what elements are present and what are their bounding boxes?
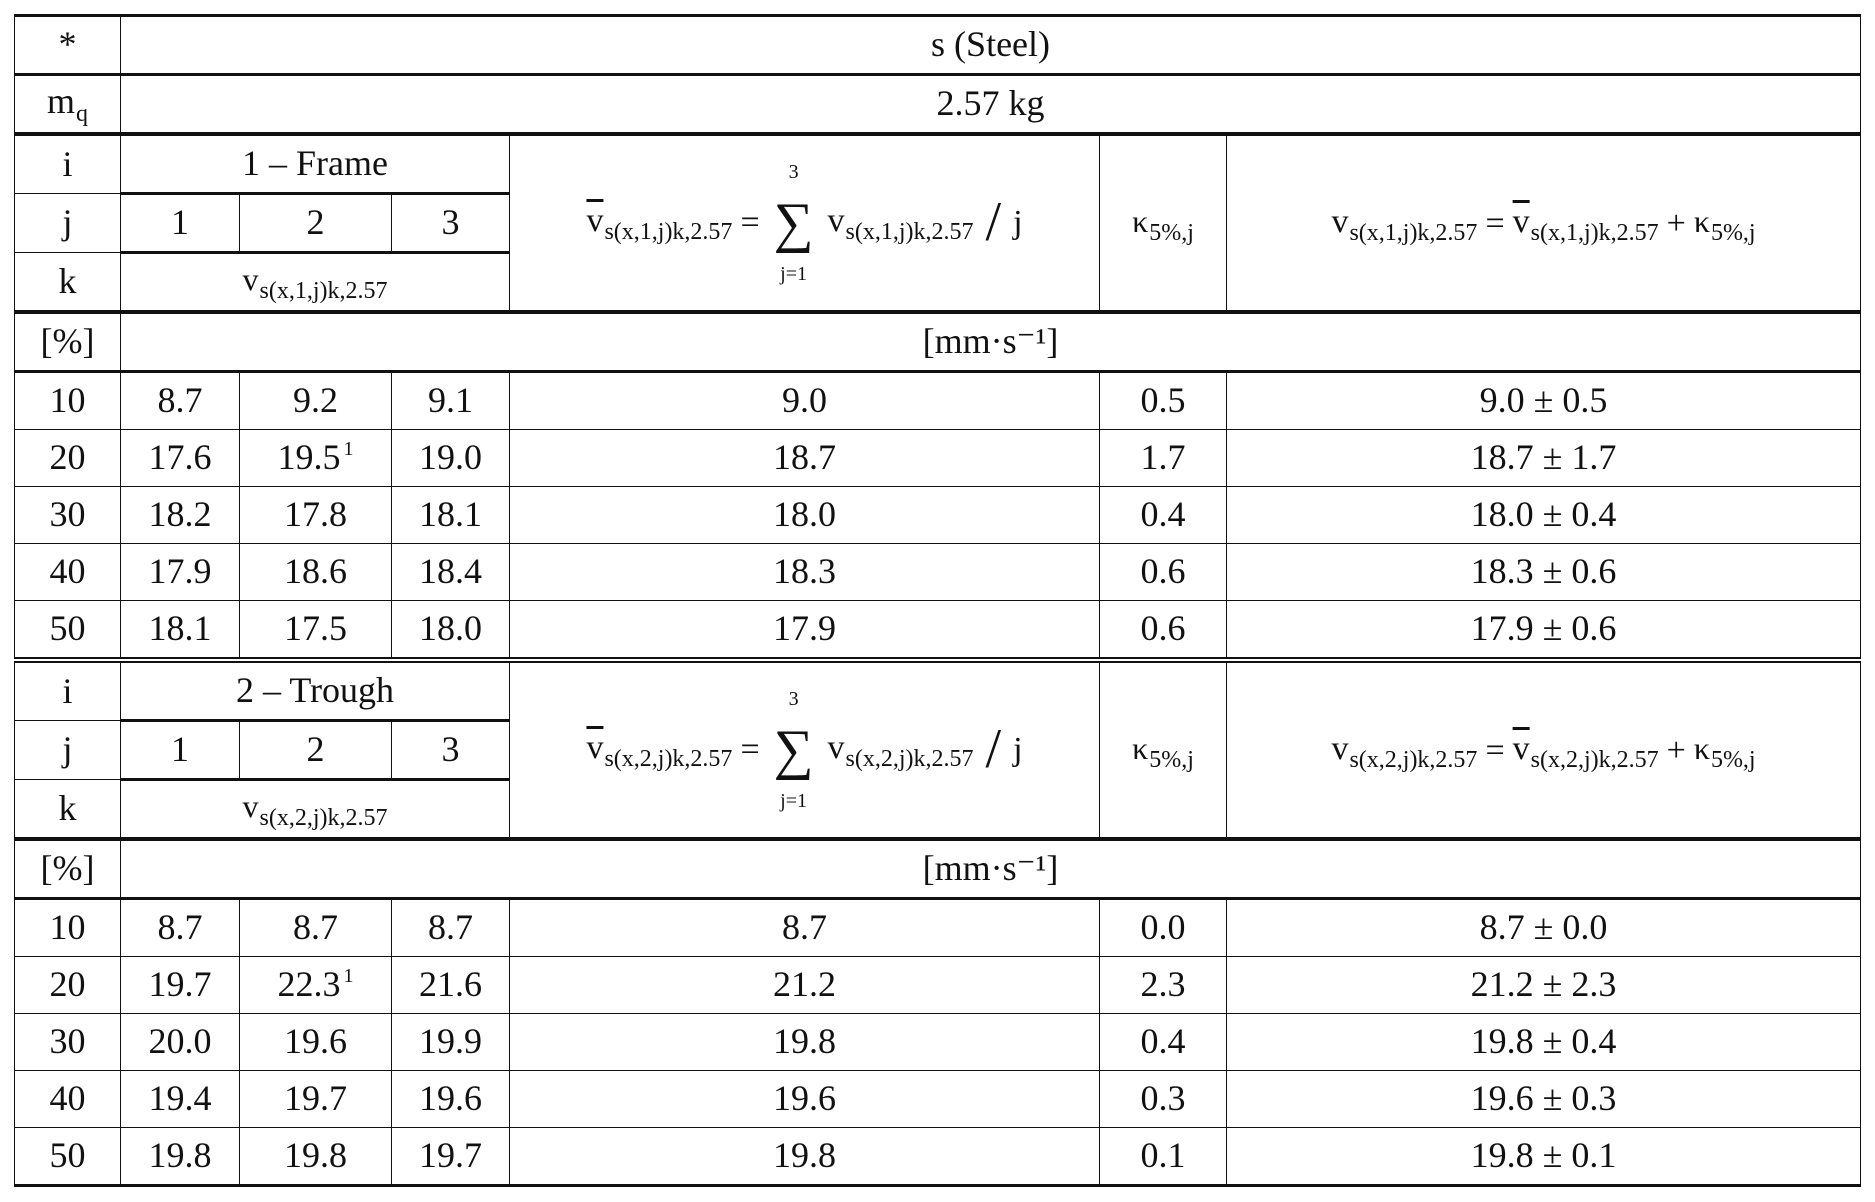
k-value-cell: 20 (15, 430, 121, 487)
v-value: 19.4 (148, 1078, 212, 1119)
v-label-cell (121, 253, 510, 313)
slash: / (985, 718, 1002, 781)
v-bar-symbol (1513, 203, 1659, 245)
v-letter: v (242, 260, 259, 297)
v-symbol (828, 729, 974, 771)
mean-formula-cell (510, 660, 1100, 839)
material-cell: s (Steel) (121, 16, 1861, 75)
slash: / (985, 191, 1002, 254)
v-value-cell (240, 1014, 392, 1071)
v-bar-symbol (586, 729, 732, 771)
percent-label-cell: [%] (15, 312, 121, 372)
k-value-cell: 30 (15, 487, 121, 544)
table-row (15, 1128, 1861, 1186)
v-value: 17.5 (284, 608, 347, 649)
table-row (15, 487, 1861, 544)
kappa-symbol: κ (1132, 730, 1149, 766)
sigma-icon: ∑ (773, 192, 814, 254)
kappa-value-cell: 0.4 (1100, 487, 1227, 544)
v-value-cell (121, 430, 240, 487)
kappa-header-cell (1100, 134, 1227, 312)
kappa-value-cell: 0.6 (1100, 544, 1227, 601)
material-row (15, 16, 1861, 75)
kappa-value-cell: 2.3 (1100, 957, 1227, 1014)
result-value-cell: 8.7 ± 0.0 (1227, 899, 1861, 957)
j-header-cell: 3 (392, 194, 510, 253)
v-value-cell (240, 430, 392, 487)
v-value-cell (392, 430, 510, 487)
v-value: 21.6 (419, 964, 482, 1005)
steel-velocity-table (14, 14, 1861, 1187)
v-value-cell (392, 544, 510, 601)
sum-operator (774, 160, 814, 286)
table-row (15, 957, 1861, 1014)
k-value-cell: 40 (15, 1071, 121, 1128)
v-value-cell (240, 601, 392, 661)
kappa-value-cell: 0.1 (1100, 1128, 1227, 1186)
j-header-cell: 1 (121, 721, 240, 780)
j-header-cell: 3 (392, 721, 510, 780)
result-value-cell: 18.0 ± 0.4 (1227, 487, 1861, 544)
v-value-cell (121, 544, 240, 601)
k-value-cell: 50 (15, 601, 121, 661)
v-value: 19.8 (148, 1135, 212, 1176)
kappa-term (1694, 730, 1756, 772)
table-row (15, 601, 1861, 661)
v-value: 8.7 (293, 907, 338, 948)
unit-cell: [mm·s⁻¹] (121, 312, 1861, 372)
kappa-value-cell: 0.0 (1100, 899, 1227, 957)
mean-value-cell: 8.7 (510, 899, 1100, 957)
v-letter: v (827, 729, 845, 766)
v-value: 17.9 (148, 551, 212, 592)
v-letter: $\overline{v}$ (1512, 203, 1530, 240)
v-value-cell (240, 544, 392, 601)
equals-sign: = (1485, 732, 1505, 770)
v-subscript: s(x,2,j)k,2.57 (845, 746, 974, 772)
result-value-cell: 18.3 ± 0.6 (1227, 544, 1861, 601)
block-name-cell: 2 – Trough (121, 660, 510, 721)
v-subscript: s(x,1,j)k,2.57 (1349, 220, 1478, 246)
sum-operator (774, 687, 814, 813)
divisor: j (1013, 204, 1023, 242)
v-value-cell (392, 372, 510, 430)
kappa-header-cell (1100, 660, 1227, 839)
v-subscript: s(x,1,j)k,2.57 (845, 219, 974, 245)
mass-label: m (46, 81, 75, 121)
v-value: 19.7 (419, 1135, 482, 1176)
mean-value-cell: 18.0 (510, 487, 1100, 544)
v-subscript: s(x,2,j)k,2.57 (1349, 747, 1478, 773)
v-value: 9.1 (428, 380, 473, 421)
k-value-cell: 40 (15, 544, 121, 601)
equals-sign: = (740, 731, 760, 769)
v-value: 17.6 (148, 437, 212, 478)
v-value: 18.0 (419, 608, 482, 649)
k-value-cell: 10 (15, 899, 121, 957)
k-value-cell: 20 (15, 957, 121, 1014)
v-value: 18.2 (148, 494, 212, 535)
kappa-sub: 5%,j (1149, 220, 1194, 246)
v-value-cell (121, 1128, 240, 1186)
v-symbol (242, 787, 388, 831)
block-i-row (15, 134, 1861, 194)
divisor: j (1013, 731, 1023, 769)
v-value-cell (121, 601, 240, 661)
mean-value-cell: 19.8 (510, 1014, 1100, 1071)
v-value: 19.5 (277, 437, 341, 478)
v-value: 8.7 (428, 907, 473, 948)
v-symbol (828, 202, 974, 244)
v-value-cell (240, 1128, 392, 1186)
mass-value-cell: 2.57 kg (121, 75, 1861, 135)
mean-value-cell: 17.9 (510, 601, 1100, 661)
footnote-mark: 1 (343, 965, 354, 988)
sum-lower: j=1 (780, 263, 807, 285)
v-value-cell (121, 957, 240, 1014)
table-row (15, 899, 1861, 957)
result-value-cell: 19.6 ± 0.3 (1227, 1071, 1861, 1128)
v-letter: $\overline{v}$ (586, 202, 604, 239)
table-row (15, 372, 1861, 430)
v-value-cell (392, 601, 510, 661)
v-subscript: s(x,1,j)k,2.57 (604, 219, 733, 245)
v-symbol (242, 260, 388, 304)
plus-sign: + (1666, 205, 1686, 243)
v-subscript: s(x,2,j)k,2.57 (259, 804, 388, 831)
v-value-cell (392, 899, 510, 957)
star-cell: * (15, 16, 121, 75)
v-value-cell (392, 1014, 510, 1071)
table-row (15, 1014, 1861, 1071)
v-bar-symbol (1513, 730, 1659, 772)
j-header-cell: 2 (240, 721, 392, 780)
table-row (15, 544, 1861, 601)
v-label-cell (121, 780, 510, 840)
k-value-cell: 50 (15, 1128, 121, 1186)
mean-value-cell: 19.8 (510, 1128, 1100, 1186)
kappa-value-cell: 0.5 (1100, 372, 1227, 430)
v-value: 9.2 (293, 380, 338, 421)
mean-value-cell: 18.3 (510, 544, 1100, 601)
block-name-cell: 1 – Frame (121, 134, 510, 194)
v-value-cell (240, 899, 392, 957)
v-value: 18.6 (284, 551, 347, 592)
v-value: 19.7 (148, 964, 212, 1005)
kappa-sub: 5%,j (1710, 220, 1756, 246)
kappa-symbol: κ (1693, 203, 1710, 239)
v-value: 20.0 (148, 1021, 212, 1062)
result-value-cell: 19.8 ± 0.4 (1227, 1014, 1861, 1071)
v-subscript: s(x,1,j)k,2.57 (1530, 220, 1659, 246)
v-value: 8.7 (157, 907, 203, 948)
kappa-value-cell: 0.4 (1100, 1014, 1227, 1071)
v-letter: $\overline{v}$ (586, 729, 604, 766)
v-bar-symbol (586, 202, 732, 244)
v-letter: v (1331, 203, 1349, 240)
i-label-cell: i (15, 134, 121, 194)
units-row (15, 839, 1861, 899)
kappa-symbol: κ (1132, 203, 1149, 239)
units-row (15, 312, 1861, 372)
v-value-cell (121, 1014, 240, 1071)
table-row (15, 1071, 1861, 1128)
v-value: 8.7 (157, 380, 203, 421)
v-value-cell (121, 372, 240, 430)
mean-formula (586, 687, 1022, 813)
result-formula-cell (1227, 660, 1861, 839)
kappa-value-cell: 1.7 (1100, 430, 1227, 487)
v-value-cell (392, 957, 510, 1014)
v-letter: v (1331, 730, 1349, 767)
footnote-mark: 1 (343, 438, 354, 461)
mean-formula (586, 160, 1022, 286)
equals-sign: = (1485, 205, 1505, 243)
v-value-cell (240, 957, 392, 1014)
mean-value-cell: 9.0 (510, 372, 1100, 430)
kappa-sub: 5%,j (1710, 747, 1756, 773)
j-label-cell: j (15, 194, 121, 253)
k-label-cell: k (15, 780, 121, 840)
result-formula (1331, 730, 1755, 772)
v-value-cell (240, 487, 392, 544)
v-value: 19.8 (284, 1135, 347, 1176)
j-label-cell: j (15, 721, 121, 780)
table-row (15, 430, 1861, 487)
v-value: 19.9 (419, 1021, 482, 1062)
v-symbol (1331, 730, 1477, 772)
sum-upper: 3 (788, 688, 799, 710)
j-header-cell: 2 (240, 194, 392, 253)
result-value-cell: 17.9 ± 0.6 (1227, 601, 1861, 661)
v-value-cell (392, 1071, 510, 1128)
result-formula-cell (1227, 134, 1861, 312)
kappa-value-cell: 0.3 (1100, 1071, 1227, 1128)
plus-sign: + (1666, 732, 1686, 770)
sum-upper: 3 (788, 161, 799, 183)
v-value: 19.6 (419, 1078, 482, 1119)
kappa-value-cell: 0.6 (1100, 601, 1227, 661)
k-label-cell: k (15, 253, 121, 313)
mass-row (15, 75, 1861, 135)
v-value-cell (392, 1128, 510, 1186)
k-value-cell: 30 (15, 1014, 121, 1071)
mass-sub: q (76, 101, 88, 127)
i-label-cell: i (15, 660, 121, 721)
v-value-cell (121, 899, 240, 957)
v-letter: v (242, 787, 259, 824)
mean-value-cell: 19.6 (510, 1071, 1100, 1128)
v-value-cell (121, 1071, 240, 1128)
v-value: 18.1 (419, 494, 482, 535)
block-i-row (15, 660, 1861, 721)
mean-formula-cell (510, 134, 1100, 312)
mean-value-cell: 21.2 (510, 957, 1100, 1014)
kappa-sub: 5%,j (1149, 747, 1194, 773)
mass-label-cell (15, 75, 121, 135)
k-value-cell: 10 (15, 372, 121, 430)
v-symbol (1331, 203, 1477, 245)
v-value-cell (121, 487, 240, 544)
sigma-icon: ∑ (773, 719, 814, 781)
sum-lower: j=1 (780, 790, 807, 812)
equals-sign: = (740, 204, 760, 242)
v-value: 17.8 (284, 494, 347, 535)
v-value: 18.4 (419, 551, 482, 592)
kappa-symbol: κ (1693, 730, 1710, 766)
v-value-cell (240, 1071, 392, 1128)
j-header-cell: 1 (121, 194, 240, 253)
v-value: 19.0 (419, 437, 482, 478)
v-subscript: s(x,2,j)k,2.57 (1530, 747, 1659, 773)
v-subscript: s(x,2,j)k,2.57 (604, 746, 733, 772)
mean-value-cell: 18.7 (510, 430, 1100, 487)
v-value: 18.1 (148, 608, 212, 649)
v-value-cell (392, 487, 510, 544)
v-letter: $\overline{v}$ (1512, 730, 1530, 767)
result-formula (1331, 203, 1755, 245)
result-value-cell: 21.2 ± 2.3 (1227, 957, 1861, 1014)
percent-label-cell: [%] (15, 839, 121, 899)
result-value-cell: 9.0 ± 0.5 (1227, 372, 1861, 430)
v-value: 22.3 (277, 964, 341, 1005)
result-value-cell: 19.8 ± 0.1 (1227, 1128, 1861, 1186)
v-value: 19.7 (284, 1078, 347, 1119)
v-subscript: s(x,1,j)k,2.57 (259, 277, 388, 304)
kappa-term (1694, 203, 1756, 245)
unit-cell: [mm·s⁻¹] (121, 839, 1861, 899)
v-letter: v (827, 202, 845, 239)
v-value: 19.6 (284, 1021, 347, 1062)
v-value-cell (240, 372, 392, 430)
result-value-cell: 18.7 ± 1.7 (1227, 430, 1861, 487)
